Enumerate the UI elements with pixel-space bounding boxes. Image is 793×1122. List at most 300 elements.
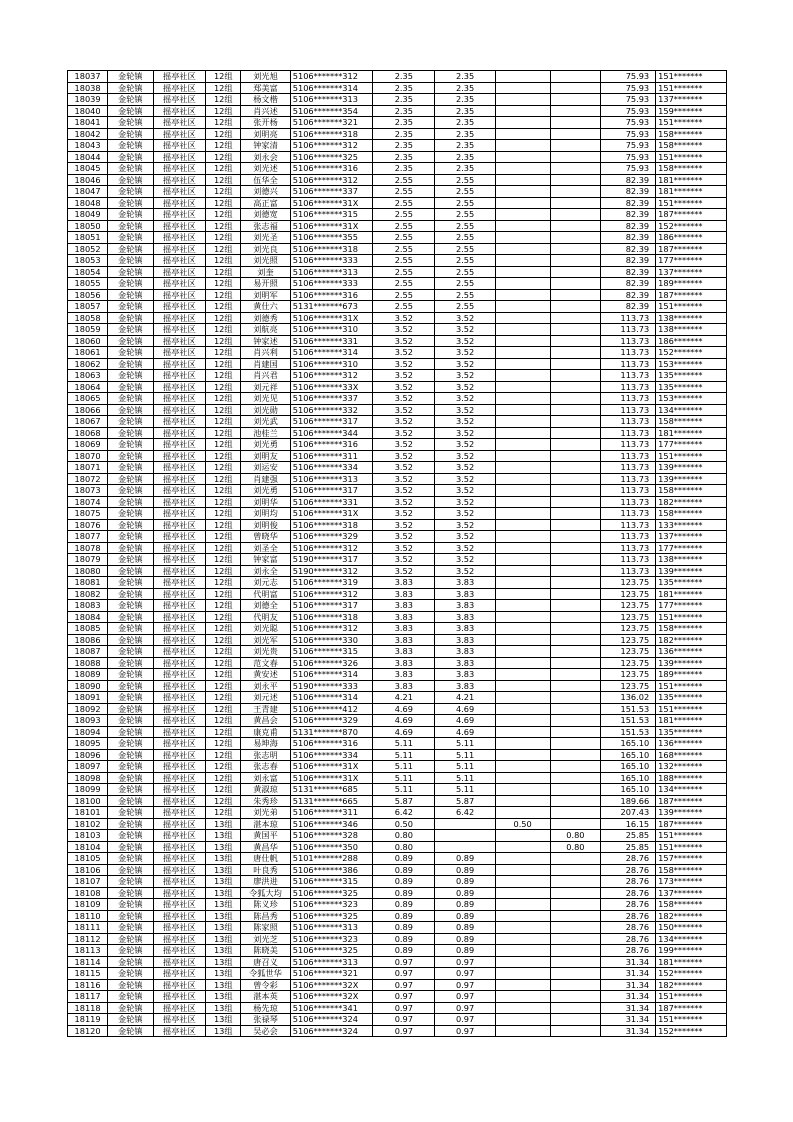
id-number-cell: 5101*******288 bbox=[290, 853, 372, 865]
town-cell: 金轮镇 bbox=[108, 726, 153, 738]
table-row bbox=[68, 761, 727, 773]
person-name-cell: 刘光军 bbox=[241, 634, 291, 646]
area-total-cell: 3.83 bbox=[373, 669, 435, 681]
town-cell: 金轮镇 bbox=[108, 347, 153, 359]
area-b-cell bbox=[495, 335, 550, 347]
person-name-cell: 王青建 bbox=[241, 703, 291, 715]
person-name-cell: 刘元祥 bbox=[241, 381, 291, 393]
town-cell: 金轮镇 bbox=[108, 473, 153, 485]
town-cell: 金轮镇 bbox=[108, 174, 153, 186]
community-cell: 摇亭社区 bbox=[153, 726, 206, 738]
town-cell: 金轮镇 bbox=[108, 565, 153, 577]
id-number-cell: 5106*******315 bbox=[290, 646, 372, 658]
table-row bbox=[68, 128, 727, 140]
table-row bbox=[68, 266, 727, 278]
community-cell: 摇亭社区 bbox=[153, 508, 206, 520]
community-cell: 摇亭社区 bbox=[153, 427, 206, 439]
phone-number-cell: 187******* bbox=[656, 795, 727, 807]
area-total-cell: 3.52 bbox=[373, 439, 435, 451]
row-number-cell: 18093 bbox=[68, 715, 108, 727]
table-row bbox=[68, 646, 727, 658]
group-cell: 12组 bbox=[206, 266, 241, 278]
area-c-cell bbox=[550, 416, 601, 428]
row-number-cell: 18070 bbox=[68, 450, 108, 462]
area-a-cell: 2.35 bbox=[435, 105, 495, 117]
amount-cell: 113.73 bbox=[601, 370, 656, 382]
amount-cell: 75.93 bbox=[601, 151, 656, 163]
community-cell: 摇亭社区 bbox=[153, 945, 206, 957]
community-cell: 摇亭社区 bbox=[153, 749, 206, 761]
town-cell: 金轮镇 bbox=[108, 692, 153, 704]
row-number-cell: 18080 bbox=[68, 565, 108, 577]
phone-number-cell: 153******* bbox=[656, 393, 727, 405]
area-a-cell: 2.35 bbox=[435, 117, 495, 129]
table-row bbox=[68, 278, 727, 290]
town-cell: 金轮镇 bbox=[108, 197, 153, 209]
person-name-cell: 张志春 bbox=[241, 761, 291, 773]
row-number-cell: 18064 bbox=[68, 381, 108, 393]
area-c-cell bbox=[550, 335, 601, 347]
town-cell: 金轮镇 bbox=[108, 94, 153, 106]
area-c-cell bbox=[550, 266, 601, 278]
group-cell: 12组 bbox=[206, 473, 241, 485]
area-b-cell bbox=[495, 968, 550, 980]
area-total-cell: 0.89 bbox=[373, 910, 435, 922]
area-b-cell bbox=[495, 462, 550, 474]
group-cell: 12组 bbox=[206, 795, 241, 807]
phone-number-cell: 187******* bbox=[656, 1002, 727, 1014]
area-b-cell bbox=[495, 381, 550, 393]
town-cell: 金轮镇 bbox=[108, 232, 153, 244]
area-total-cell: 0.97 bbox=[373, 991, 435, 1003]
area-total-cell: 3.83 bbox=[373, 646, 435, 658]
id-number-cell: 5131*******685 bbox=[290, 784, 372, 796]
amount-cell: 123.75 bbox=[601, 588, 656, 600]
area-b-cell bbox=[495, 922, 550, 934]
area-b-cell bbox=[495, 565, 550, 577]
area-total-cell: 3.83 bbox=[373, 577, 435, 589]
table-row bbox=[68, 94, 727, 106]
town-cell: 金轮镇 bbox=[108, 841, 153, 853]
person-name-cell: 黄淑琼 bbox=[241, 784, 291, 796]
person-name-cell: 吴必会 bbox=[241, 1025, 291, 1037]
person-name-cell: 湛本琼 bbox=[241, 818, 291, 830]
town-cell: 金轮镇 bbox=[108, 554, 153, 566]
area-b-cell bbox=[495, 312, 550, 324]
area-c-cell bbox=[550, 232, 601, 244]
row-number-cell: 18056 bbox=[68, 289, 108, 301]
row-number-cell: 18062 bbox=[68, 358, 108, 370]
area-b-cell bbox=[495, 186, 550, 198]
area-c-cell bbox=[550, 979, 601, 991]
area-b-cell bbox=[495, 680, 550, 692]
community-cell: 摇亭社区 bbox=[153, 887, 206, 899]
area-c-cell bbox=[550, 255, 601, 267]
phone-number-cell: 158******* bbox=[656, 163, 727, 175]
person-name-cell: 刘光武 bbox=[241, 416, 291, 428]
town-cell: 金轮镇 bbox=[108, 887, 153, 899]
id-number-cell: 5106*******324 bbox=[290, 1025, 372, 1037]
group-cell: 12组 bbox=[206, 508, 241, 520]
area-a-cell: 2.55 bbox=[435, 266, 495, 278]
person-name-cell: 肖建强 bbox=[241, 473, 291, 485]
group-cell: 13组 bbox=[206, 910, 241, 922]
area-total-cell: 3.83 bbox=[373, 600, 435, 612]
area-a-cell: 0.97 bbox=[435, 991, 495, 1003]
phone-number-cell: 151******* bbox=[656, 991, 727, 1003]
town-cell: 金轮镇 bbox=[108, 485, 153, 497]
row-number-cell: 18065 bbox=[68, 393, 108, 405]
person-name-cell: 高正富 bbox=[241, 197, 291, 209]
phone-number-cell: 151******* bbox=[656, 1014, 727, 1026]
person-name-cell: 刘明军 bbox=[241, 289, 291, 301]
person-name-cell: 张志福 bbox=[241, 220, 291, 232]
community-cell: 摇亭社区 bbox=[153, 393, 206, 405]
area-b-cell bbox=[495, 301, 550, 313]
id-number-cell: 5190*******317 bbox=[290, 554, 372, 566]
town-cell: 金轮镇 bbox=[108, 450, 153, 462]
area-total-cell: 3.52 bbox=[373, 450, 435, 462]
amount-cell: 136.02 bbox=[601, 692, 656, 704]
area-a-cell: 3.52 bbox=[435, 496, 495, 508]
area-total-cell: 0.97 bbox=[373, 1014, 435, 1026]
row-number-cell: 18071 bbox=[68, 462, 108, 474]
amount-cell: 31.34 bbox=[601, 1002, 656, 1014]
phone-number-cell: 157******* bbox=[656, 853, 727, 865]
area-b-cell bbox=[495, 450, 550, 462]
area-a-cell: 2.55 bbox=[435, 186, 495, 198]
amount-cell: 75.93 bbox=[601, 82, 656, 94]
amount-cell: 165.10 bbox=[601, 772, 656, 784]
area-total-cell: 2.35 bbox=[373, 71, 435, 83]
area-b-cell bbox=[495, 600, 550, 612]
area-b-cell bbox=[495, 669, 550, 681]
row-number-cell: 18067 bbox=[68, 416, 108, 428]
row-number-cell: 18100 bbox=[68, 795, 108, 807]
area-c-cell bbox=[550, 508, 601, 520]
amount-cell: 113.73 bbox=[601, 416, 656, 428]
row-number-cell: 18074 bbox=[68, 496, 108, 508]
amount-cell: 28.76 bbox=[601, 864, 656, 876]
phone-number-cell: 151******* bbox=[656, 117, 727, 129]
area-a-cell: 0.89 bbox=[435, 922, 495, 934]
area-total-cell: 5.11 bbox=[373, 772, 435, 784]
area-total-cell: 2.55 bbox=[373, 289, 435, 301]
phone-number-cell: 177******* bbox=[656, 255, 727, 267]
community-cell: 摇亭社区 bbox=[153, 82, 206, 94]
id-number-cell: 5106*******332 bbox=[290, 404, 372, 416]
area-b-cell bbox=[495, 795, 550, 807]
town-cell: 金轮镇 bbox=[108, 542, 153, 554]
area-total-cell: 3.52 bbox=[373, 542, 435, 554]
phone-number-cell: 138******* bbox=[656, 324, 727, 336]
person-name-cell: 钟家富 bbox=[241, 554, 291, 566]
group-cell: 12组 bbox=[206, 381, 241, 393]
phone-number-cell: 181******* bbox=[656, 956, 727, 968]
area-b-cell bbox=[495, 94, 550, 106]
community-cell: 摇亭社区 bbox=[153, 140, 206, 152]
table-row bbox=[68, 864, 727, 876]
area-total-cell: 3.52 bbox=[373, 312, 435, 324]
amount-cell: 123.75 bbox=[601, 611, 656, 623]
area-a-cell: 2.55 bbox=[435, 174, 495, 186]
area-b-cell bbox=[495, 899, 550, 911]
row-number-cell: 18098 bbox=[68, 772, 108, 784]
id-number-cell: 5106*******311 bbox=[290, 450, 372, 462]
phone-number-cell: 151******* bbox=[656, 301, 727, 313]
id-number-cell: 5106*******325 bbox=[290, 887, 372, 899]
area-a-cell: 0.89 bbox=[435, 899, 495, 911]
area-c-cell bbox=[550, 968, 601, 980]
area-c-cell bbox=[550, 634, 601, 646]
amount-cell: 123.75 bbox=[601, 646, 656, 658]
area-a-cell: 2.35 bbox=[435, 82, 495, 94]
group-cell: 12组 bbox=[206, 772, 241, 784]
table-row bbox=[68, 289, 727, 301]
area-c-cell bbox=[550, 818, 601, 830]
id-number-cell: 5106*******346 bbox=[290, 818, 372, 830]
group-cell: 13组 bbox=[206, 1025, 241, 1037]
area-total-cell: 4.69 bbox=[373, 715, 435, 727]
amount-cell: 31.34 bbox=[601, 1025, 656, 1037]
area-total-cell: 0.89 bbox=[373, 945, 435, 957]
table-body bbox=[68, 71, 727, 1037]
community-cell: 摇亭社区 bbox=[153, 404, 206, 416]
person-name-cell: 黄国平 bbox=[241, 830, 291, 842]
person-name-cell: 肖兴述 bbox=[241, 105, 291, 117]
area-a-cell: 3.83 bbox=[435, 634, 495, 646]
amount-cell: 28.76 bbox=[601, 933, 656, 945]
group-cell: 13组 bbox=[206, 841, 241, 853]
person-name-cell: 唐召义 bbox=[241, 956, 291, 968]
amount-cell: 75.93 bbox=[601, 163, 656, 175]
id-number-cell: 5106*******337 bbox=[290, 186, 372, 198]
group-cell: 12组 bbox=[206, 600, 241, 612]
group-cell: 12组 bbox=[206, 128, 241, 140]
row-number-cell: 18038 bbox=[68, 82, 108, 94]
person-name-cell: 黄安述 bbox=[241, 669, 291, 681]
id-number-cell: 5106*******329 bbox=[290, 531, 372, 543]
person-name-cell: 肖兴君 bbox=[241, 370, 291, 382]
area-a-cell: 0.97 bbox=[435, 1002, 495, 1014]
area-c-cell bbox=[550, 542, 601, 554]
id-number-cell: 5106*******412 bbox=[290, 703, 372, 715]
person-name-cell: 刘德秀 bbox=[241, 312, 291, 324]
town-cell: 金轮镇 bbox=[108, 784, 153, 796]
group-cell: 12组 bbox=[206, 450, 241, 462]
amount-cell: 75.93 bbox=[601, 117, 656, 129]
area-total-cell: 3.83 bbox=[373, 588, 435, 600]
area-c-cell bbox=[550, 82, 601, 94]
community-cell: 摇亭社区 bbox=[153, 255, 206, 267]
row-number-cell: 18061 bbox=[68, 347, 108, 359]
table-row bbox=[68, 772, 727, 784]
id-number-cell: 5106*******326 bbox=[290, 657, 372, 669]
row-number-cell: 18041 bbox=[68, 117, 108, 129]
table-row bbox=[68, 312, 727, 324]
table-row bbox=[68, 105, 727, 117]
area-a-cell: 5.87 bbox=[435, 795, 495, 807]
amount-cell: 75.93 bbox=[601, 94, 656, 106]
area-total-cell: 2.55 bbox=[373, 209, 435, 221]
row-number-cell: 18072 bbox=[68, 473, 108, 485]
area-total-cell: 3.52 bbox=[373, 508, 435, 520]
community-cell: 摇亭社区 bbox=[153, 680, 206, 692]
amount-cell: 113.73 bbox=[601, 404, 656, 416]
id-number-cell: 5106*******317 bbox=[290, 600, 372, 612]
area-total-cell: 5.11 bbox=[373, 738, 435, 750]
area-a-cell bbox=[435, 830, 495, 842]
table-row bbox=[68, 335, 727, 347]
table-row bbox=[68, 542, 727, 554]
community-cell: 摇亭社区 bbox=[153, 807, 206, 819]
person-name-cell: 钟家述 bbox=[241, 335, 291, 347]
area-total-cell: 5.87 bbox=[373, 795, 435, 807]
amount-cell: 113.73 bbox=[601, 554, 656, 566]
row-number-cell: 18053 bbox=[68, 255, 108, 267]
area-c-cell bbox=[550, 450, 601, 462]
area-total-cell: 3.52 bbox=[373, 565, 435, 577]
area-a-cell: 0.89 bbox=[435, 876, 495, 888]
area-total-cell: 3.83 bbox=[373, 634, 435, 646]
group-cell: 12组 bbox=[206, 197, 241, 209]
row-number-cell: 18082 bbox=[68, 588, 108, 600]
id-number-cell: 5106*******321 bbox=[290, 117, 372, 129]
table-row bbox=[68, 439, 727, 451]
area-a-cell: 3.52 bbox=[435, 531, 495, 543]
amount-cell: 113.73 bbox=[601, 381, 656, 393]
row-number-cell: 18083 bbox=[68, 600, 108, 612]
community-cell: 摇亭社区 bbox=[153, 485, 206, 497]
id-number-cell: 5106*******334 bbox=[290, 462, 372, 474]
area-a-cell: 0.89 bbox=[435, 887, 495, 899]
community-cell: 摇亭社区 bbox=[153, 473, 206, 485]
table-row bbox=[68, 657, 727, 669]
person-name-cell: 叶良秀 bbox=[241, 864, 291, 876]
area-total-cell: 2.55 bbox=[373, 255, 435, 267]
community-cell: 摇亭社区 bbox=[153, 496, 206, 508]
person-name-cell: 钟家清 bbox=[241, 140, 291, 152]
area-c-cell bbox=[550, 220, 601, 232]
id-number-cell: 5190*******333 bbox=[290, 680, 372, 692]
area-b-cell bbox=[495, 623, 550, 635]
town-cell: 金轮镇 bbox=[108, 1002, 153, 1014]
group-cell: 12组 bbox=[206, 140, 241, 152]
area-b-cell bbox=[495, 519, 550, 531]
id-number-cell: 5106*******316 bbox=[290, 738, 372, 750]
amount-cell: 82.39 bbox=[601, 243, 656, 255]
area-total-cell: 3.83 bbox=[373, 657, 435, 669]
area-total-cell: 3.52 bbox=[373, 393, 435, 405]
table-row bbox=[68, 243, 727, 255]
community-cell: 摇亭社区 bbox=[153, 841, 206, 853]
phone-number-cell: 153******* bbox=[656, 358, 727, 370]
area-c-cell bbox=[550, 439, 601, 451]
area-a-cell: 5.11 bbox=[435, 772, 495, 784]
table-row bbox=[68, 531, 727, 543]
group-cell: 13组 bbox=[206, 818, 241, 830]
person-name-cell: 唐仕帆 bbox=[241, 853, 291, 865]
area-c-cell bbox=[550, 933, 601, 945]
table-row bbox=[68, 393, 727, 405]
area-c-cell bbox=[550, 554, 601, 566]
person-name-cell: 刘光圣 bbox=[241, 232, 291, 244]
row-number-cell: 18078 bbox=[68, 542, 108, 554]
row-number-cell: 18118 bbox=[68, 1002, 108, 1014]
phone-number-cell: 135******* bbox=[656, 370, 727, 382]
id-number-cell: 5106*******31X bbox=[290, 508, 372, 520]
area-total-cell: 2.55 bbox=[373, 174, 435, 186]
area-c-cell bbox=[550, 427, 601, 439]
area-total-cell: 2.55 bbox=[373, 220, 435, 232]
community-cell: 摇亭社区 bbox=[153, 358, 206, 370]
area-total-cell: 4.69 bbox=[373, 703, 435, 715]
community-cell: 摇亭社区 bbox=[153, 335, 206, 347]
town-cell: 金轮镇 bbox=[108, 761, 153, 773]
town-cell: 金轮镇 bbox=[108, 611, 153, 623]
community-cell: 摇亭社区 bbox=[153, 1002, 206, 1014]
area-total-cell: 2.55 bbox=[373, 232, 435, 244]
id-number-cell: 5106*******316 bbox=[290, 163, 372, 175]
group-cell: 12组 bbox=[206, 542, 241, 554]
town-cell: 金轮镇 bbox=[108, 140, 153, 152]
phone-number-cell: 138******* bbox=[656, 554, 727, 566]
community-cell: 摇亭社区 bbox=[153, 933, 206, 945]
phone-number-cell: 158******* bbox=[656, 623, 727, 635]
amount-cell: 165.10 bbox=[601, 784, 656, 796]
table-row bbox=[68, 186, 727, 198]
table-row bbox=[68, 197, 727, 209]
id-number-cell: 5131*******673 bbox=[290, 301, 372, 313]
area-b-cell bbox=[495, 945, 550, 957]
area-b-cell bbox=[495, 726, 550, 738]
area-c-cell bbox=[550, 496, 601, 508]
row-number-cell: 18090 bbox=[68, 680, 108, 692]
area-b-cell bbox=[495, 347, 550, 359]
id-number-cell: 5106*******321 bbox=[290, 968, 372, 980]
area-c-cell bbox=[550, 117, 601, 129]
area-total-cell: 0.89 bbox=[373, 876, 435, 888]
row-number-cell: 18120 bbox=[68, 1025, 108, 1037]
area-a-cell: 0.97 bbox=[435, 1014, 495, 1026]
group-cell: 12组 bbox=[206, 347, 241, 359]
area-total-cell: 3.52 bbox=[373, 531, 435, 543]
phone-number-cell: 139******* bbox=[656, 473, 727, 485]
area-c-cell bbox=[550, 692, 601, 704]
row-number-cell: 18063 bbox=[68, 370, 108, 382]
person-name-cell: 刘光勇 bbox=[241, 485, 291, 497]
phone-number-cell: 177******* bbox=[656, 439, 727, 451]
phone-number-cell: 137******* bbox=[656, 266, 727, 278]
area-a-cell: 4.69 bbox=[435, 703, 495, 715]
table-row bbox=[68, 324, 727, 336]
row-number-cell: 18059 bbox=[68, 324, 108, 336]
town-cell: 金轮镇 bbox=[108, 278, 153, 290]
id-number-cell: 5106*******318 bbox=[290, 519, 372, 531]
area-c-cell bbox=[550, 370, 601, 382]
area-b-cell bbox=[495, 634, 550, 646]
town-cell: 金轮镇 bbox=[108, 807, 153, 819]
person-name-cell: 刘光勋 bbox=[241, 404, 291, 416]
group-cell: 12组 bbox=[206, 335, 241, 347]
phone-number-cell: 139******* bbox=[656, 807, 727, 819]
id-number-cell: 5106*******313 bbox=[290, 473, 372, 485]
row-number-cell: 18043 bbox=[68, 140, 108, 152]
area-a-cell: 2.55 bbox=[435, 278, 495, 290]
id-number-cell: 5106*******310 bbox=[290, 324, 372, 336]
phone-number-cell: 135******* bbox=[656, 726, 727, 738]
group-cell: 12组 bbox=[206, 151, 241, 163]
